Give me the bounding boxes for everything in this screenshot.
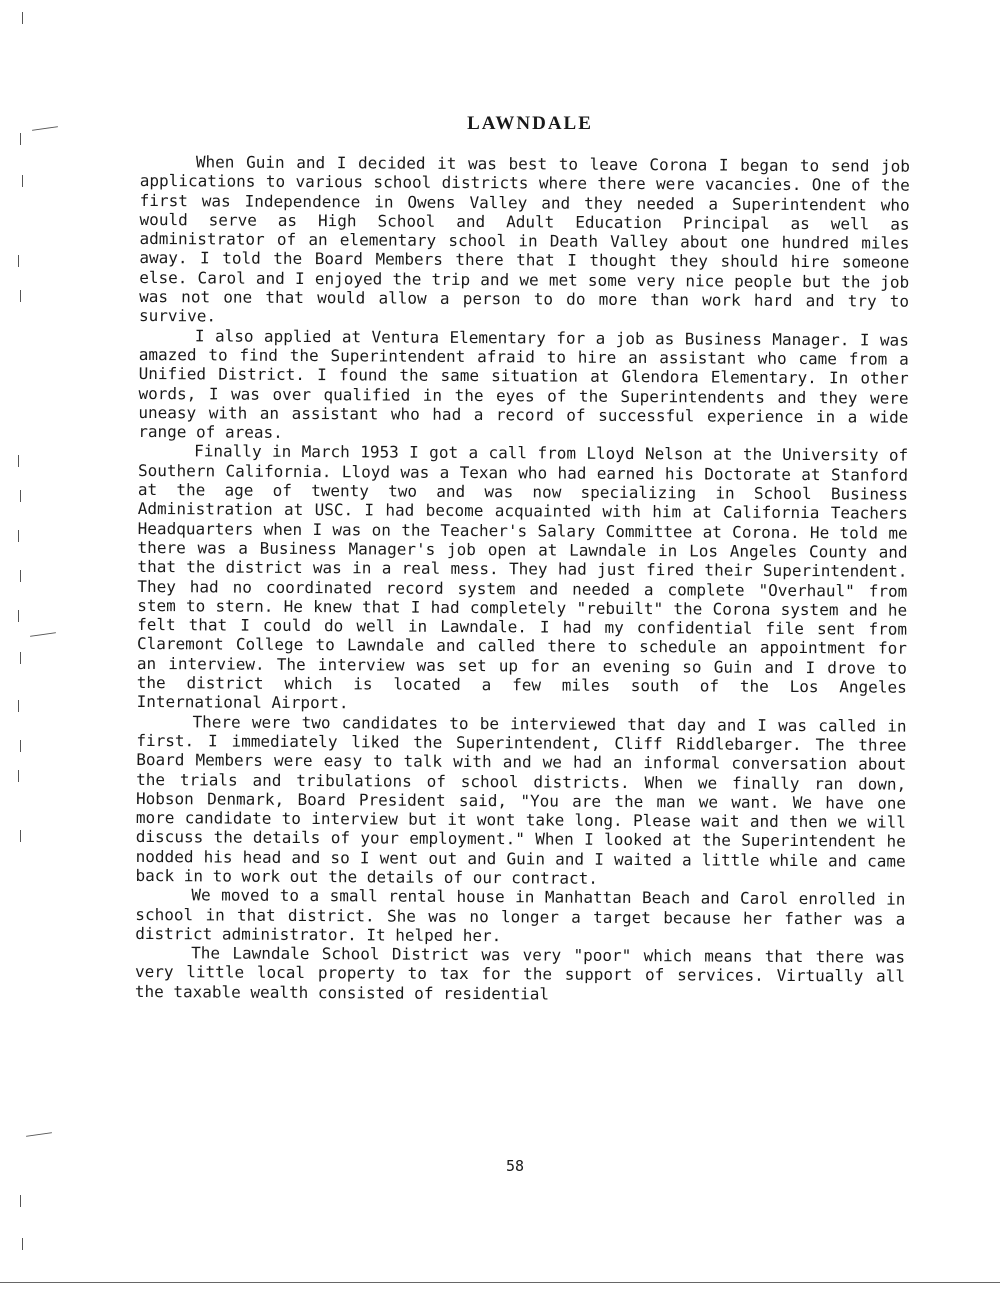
paragraph: We moved to a small rental house in Manhattan Beach and Carol enrolled in school in that district. She was no longer a target because her father was a district administrator. It helped her. bbox=[135, 885, 906, 946]
paragraph: I also applied at Ventura Elementary for a job as Business Manager. I was amazed to find the Superintendent afraid to hire an assistant who came from a Unified District. I found the same situation at Glendora Elementary. In other words, I was over qualified in the eyes of the Superintendents and they were uneasy with an assistant who had a record of successful experience in a wide range of areas. bbox=[138, 326, 909, 443]
paragraph: When Guin and I decided it was best to leave Corona I began to send job applications to various school districts where there were vacancies. One of the first was Independence in Owens Valley and they needed a Superintendent who would serve as High School and Adult Education Principal as well as administrator of an elementary school in Death Valley about one hundred miles away. I told the Board Members there that I thought they should hire someone else. Carol and I enjoyed the trip and we met some very nice people but the job was not one that would allow a person to do more than work hard and try to survive. bbox=[138, 152, 910, 326]
margin-mark bbox=[18, 770, 19, 782]
margin-mark bbox=[20, 570, 21, 582]
page-number: 58 bbox=[505, 1157, 525, 1175]
margin-mark bbox=[30, 632, 56, 637]
margin-mark bbox=[22, 12, 23, 24]
margin-mark bbox=[22, 1238, 23, 1250]
margin-mark bbox=[20, 740, 21, 752]
margin-mark bbox=[22, 175, 23, 187]
page-title: LAWNDALE bbox=[467, 113, 593, 134]
margin-mark bbox=[18, 700, 19, 712]
margin-mark bbox=[20, 490, 21, 502]
margin-mark bbox=[18, 530, 19, 542]
page-edge-line bbox=[0, 1282, 1000, 1283]
paragraph: There were two candidates to be interviewed that day and I was called in first. I immediately liked the Superintendent, Cliff Riddlebarger. The three Board Members were easy to talk with and we had an informal conversation about the trials and tribulations of school districts. When we finally ran down, Hobson Denmark, Board President said, "You are the man we want. We have one more candidate to interview but it wont take long. Please wait and then we will discuss the details of your employment." When I looked at the Superintendent he nodded his head and so I went out and Guin and I waited a little while and came back in to work out the details of our contract. bbox=[135, 711, 907, 888]
margin-mark bbox=[18, 455, 19, 467]
margin-mark bbox=[20, 290, 21, 302]
margin-mark bbox=[20, 652, 21, 664]
margin-mark bbox=[20, 830, 21, 842]
margin-mark bbox=[26, 1132, 52, 1137]
body-text bbox=[135, 152, 910, 1006]
margin-mark bbox=[18, 255, 19, 267]
paragraph: The Lawndale School District was very "poor" which means that there was very little local property to tax for the support of services. Virtually all the taxable wealth consisted of residential bbox=[134, 943, 906, 1004]
paragraph: Finally in March 1953 I got a call from Lloyd Nelson at the University of Southern California. Lloyd was a Texan who had earned his Doctorate at Stanford at the age of twenty two and was now specializing in School Business Administration at USC. I had become acquainted with him at California Teachers Headquarters when I was on the Teacher's Salary Committee at Corona. He told me there was a Business Manager's job open at Lawndale in Los Angeles County and that the district was in a real mess. They had just fired their Superintendent. They had no coordinated record system and needed a complete "Overhaul" from stem to stern. He knew that I had completely "rebuilt" the Corona system and he felt that I could do well in Lawndale. I had my confidential file sent from Claremont College to Lawndale and called there to schedule an appointment for an interview. The interview was set up for an evening so Guin and I drove to the district which is located a few miles south of the Los Angeles International Airport. bbox=[136, 441, 909, 713]
margin-mark bbox=[20, 1195, 21, 1207]
margin-mark bbox=[18, 610, 19, 622]
